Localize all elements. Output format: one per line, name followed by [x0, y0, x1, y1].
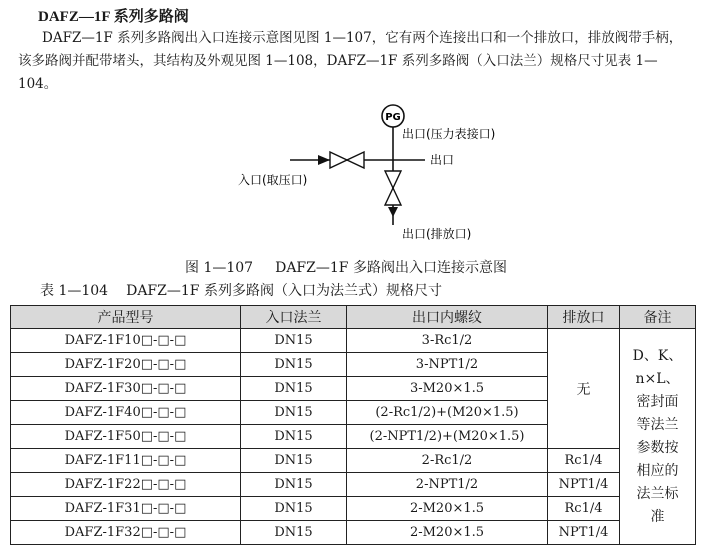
- section-heading: DAFZ—1F 系列多路阀: [38, 9, 189, 25]
- thread-cell: (2-Rc1/2)+(M20×1.5): [347, 401, 548, 425]
- table-row: [11, 329, 696, 353]
- drain-label: 出口(排放口): [402, 227, 472, 241]
- remark-line: 等法兰: [636, 416, 679, 433]
- flange-cell: DN15: [241, 353, 347, 377]
- thread-cell: 2-M20×1.5: [347, 497, 548, 521]
- table-title-text: DAFZ—1F 系列多路阀（入口为法兰式）规格尺寸: [126, 283, 442, 299]
- model-cell: DAFZ-1F40□-□-□: [11, 401, 241, 425]
- table-row: [11, 497, 696, 521]
- flange-cell: DN15: [241, 497, 347, 521]
- table-row: [11, 449, 696, 473]
- remark-line: D、K、: [632, 347, 683, 364]
- table-row: [11, 521, 696, 545]
- flange-cell: DN15: [241, 401, 347, 425]
- outlet-gauge-label: 出口(压力表接口): [402, 127, 496, 141]
- table-row: [11, 473, 696, 497]
- flange-cell: DN15: [241, 329, 347, 353]
- model-cell: DAFZ-1F32□-□-□: [11, 521, 241, 545]
- model-cell: DAFZ-1F22□-□-□: [11, 473, 241, 497]
- remark-cell: [620, 329, 696, 545]
- remark-line: 相应的: [636, 462, 679, 479]
- remark-line: 参数按: [636, 439, 679, 456]
- figure-caption: [185, 257, 507, 277]
- spec-table: [10, 305, 696, 545]
- model-cell: DAFZ-1F30□-□-□: [11, 377, 241, 401]
- model-cell: DAFZ-1F11□-□-□: [11, 449, 241, 473]
- drain-cell: Rc1/4: [548, 449, 620, 473]
- drain-cell: Rc1/4: [548, 497, 620, 521]
- drain-arrow-icon: [388, 207, 398, 217]
- remark-line: n×L、: [635, 370, 680, 387]
- model-cell: DAFZ-1F20□-□-□: [11, 353, 241, 377]
- thread-cell: 2-M20×1.5: [347, 521, 548, 545]
- outlet-label: 出口: [430, 153, 455, 167]
- thread-cell: 2-Rc1/2: [347, 449, 548, 473]
- inlet-valve-icon: [330, 152, 347, 168]
- drain-cell: NPT1/4: [548, 521, 620, 545]
- model-cell: DAFZ-1F50□-□-□: [11, 425, 241, 449]
- thread-cell: 3-M20×1.5: [347, 377, 548, 401]
- thread-cell: 3-NPT1/2: [347, 353, 548, 377]
- header-drain: 排放口: [548, 306, 620, 329]
- table-number: 表 1—104: [40, 283, 109, 299]
- header-inlet-flange: 入口法兰: [241, 306, 347, 329]
- pg-label: PG: [385, 112, 401, 123]
- thread-cell: 3-Rc1/2: [347, 329, 548, 353]
- inlet-arrow-icon: [318, 155, 330, 165]
- figure-caption-text: DAFZ—1F 多路阀出入口连接示意图: [275, 260, 507, 276]
- flange-cell: DN15: [241, 377, 347, 401]
- thread-cell: 2-NPT1/2: [347, 473, 548, 497]
- table-header-row: [11, 306, 696, 329]
- figure-number: 图 1—107: [185, 260, 254, 276]
- model-cell: DAFZ-1F10□-□-□: [11, 329, 241, 353]
- model-cell: DAFZ-1F31□-□-□: [11, 497, 241, 521]
- flange-cell: DN15: [241, 449, 347, 473]
- inlet-label: 入口(取压口): [238, 173, 308, 187]
- remark-line: 法兰标: [636, 485, 679, 502]
- remark-line: 准: [650, 508, 665, 525]
- flange-cell: DN15: [241, 425, 347, 449]
- flange-cell: DN15: [241, 473, 347, 497]
- drain-valve-icon: [385, 171, 401, 188]
- drain-cell: NPT1/4: [548, 473, 620, 497]
- thread-cell: (2-NPT1/2)+(M20×1.5): [347, 425, 548, 449]
- header-model: 产品型号: [11, 306, 241, 329]
- remark-line: 密封面: [636, 393, 679, 410]
- intro-paragraph: DAFZ—1F 系列多路阀出入口连接示意图见图 1—107，它有两个连接出口和一个排放口，排放阀带手柄，该多路阀并配带堵头，其结构及外观见图 1—108，DAFZ—1F 系列多路阀（入口法兰）规格尺寸见表 1—104。: [18, 30, 683, 92]
- header-remark: 备注: [620, 306, 696, 329]
- flange-cell: DN15: [241, 521, 347, 545]
- drain-none-cell: 无: [548, 329, 620, 449]
- table-title: [40, 280, 442, 300]
- header-outlet-thread: 出口内螺纹: [347, 306, 548, 329]
